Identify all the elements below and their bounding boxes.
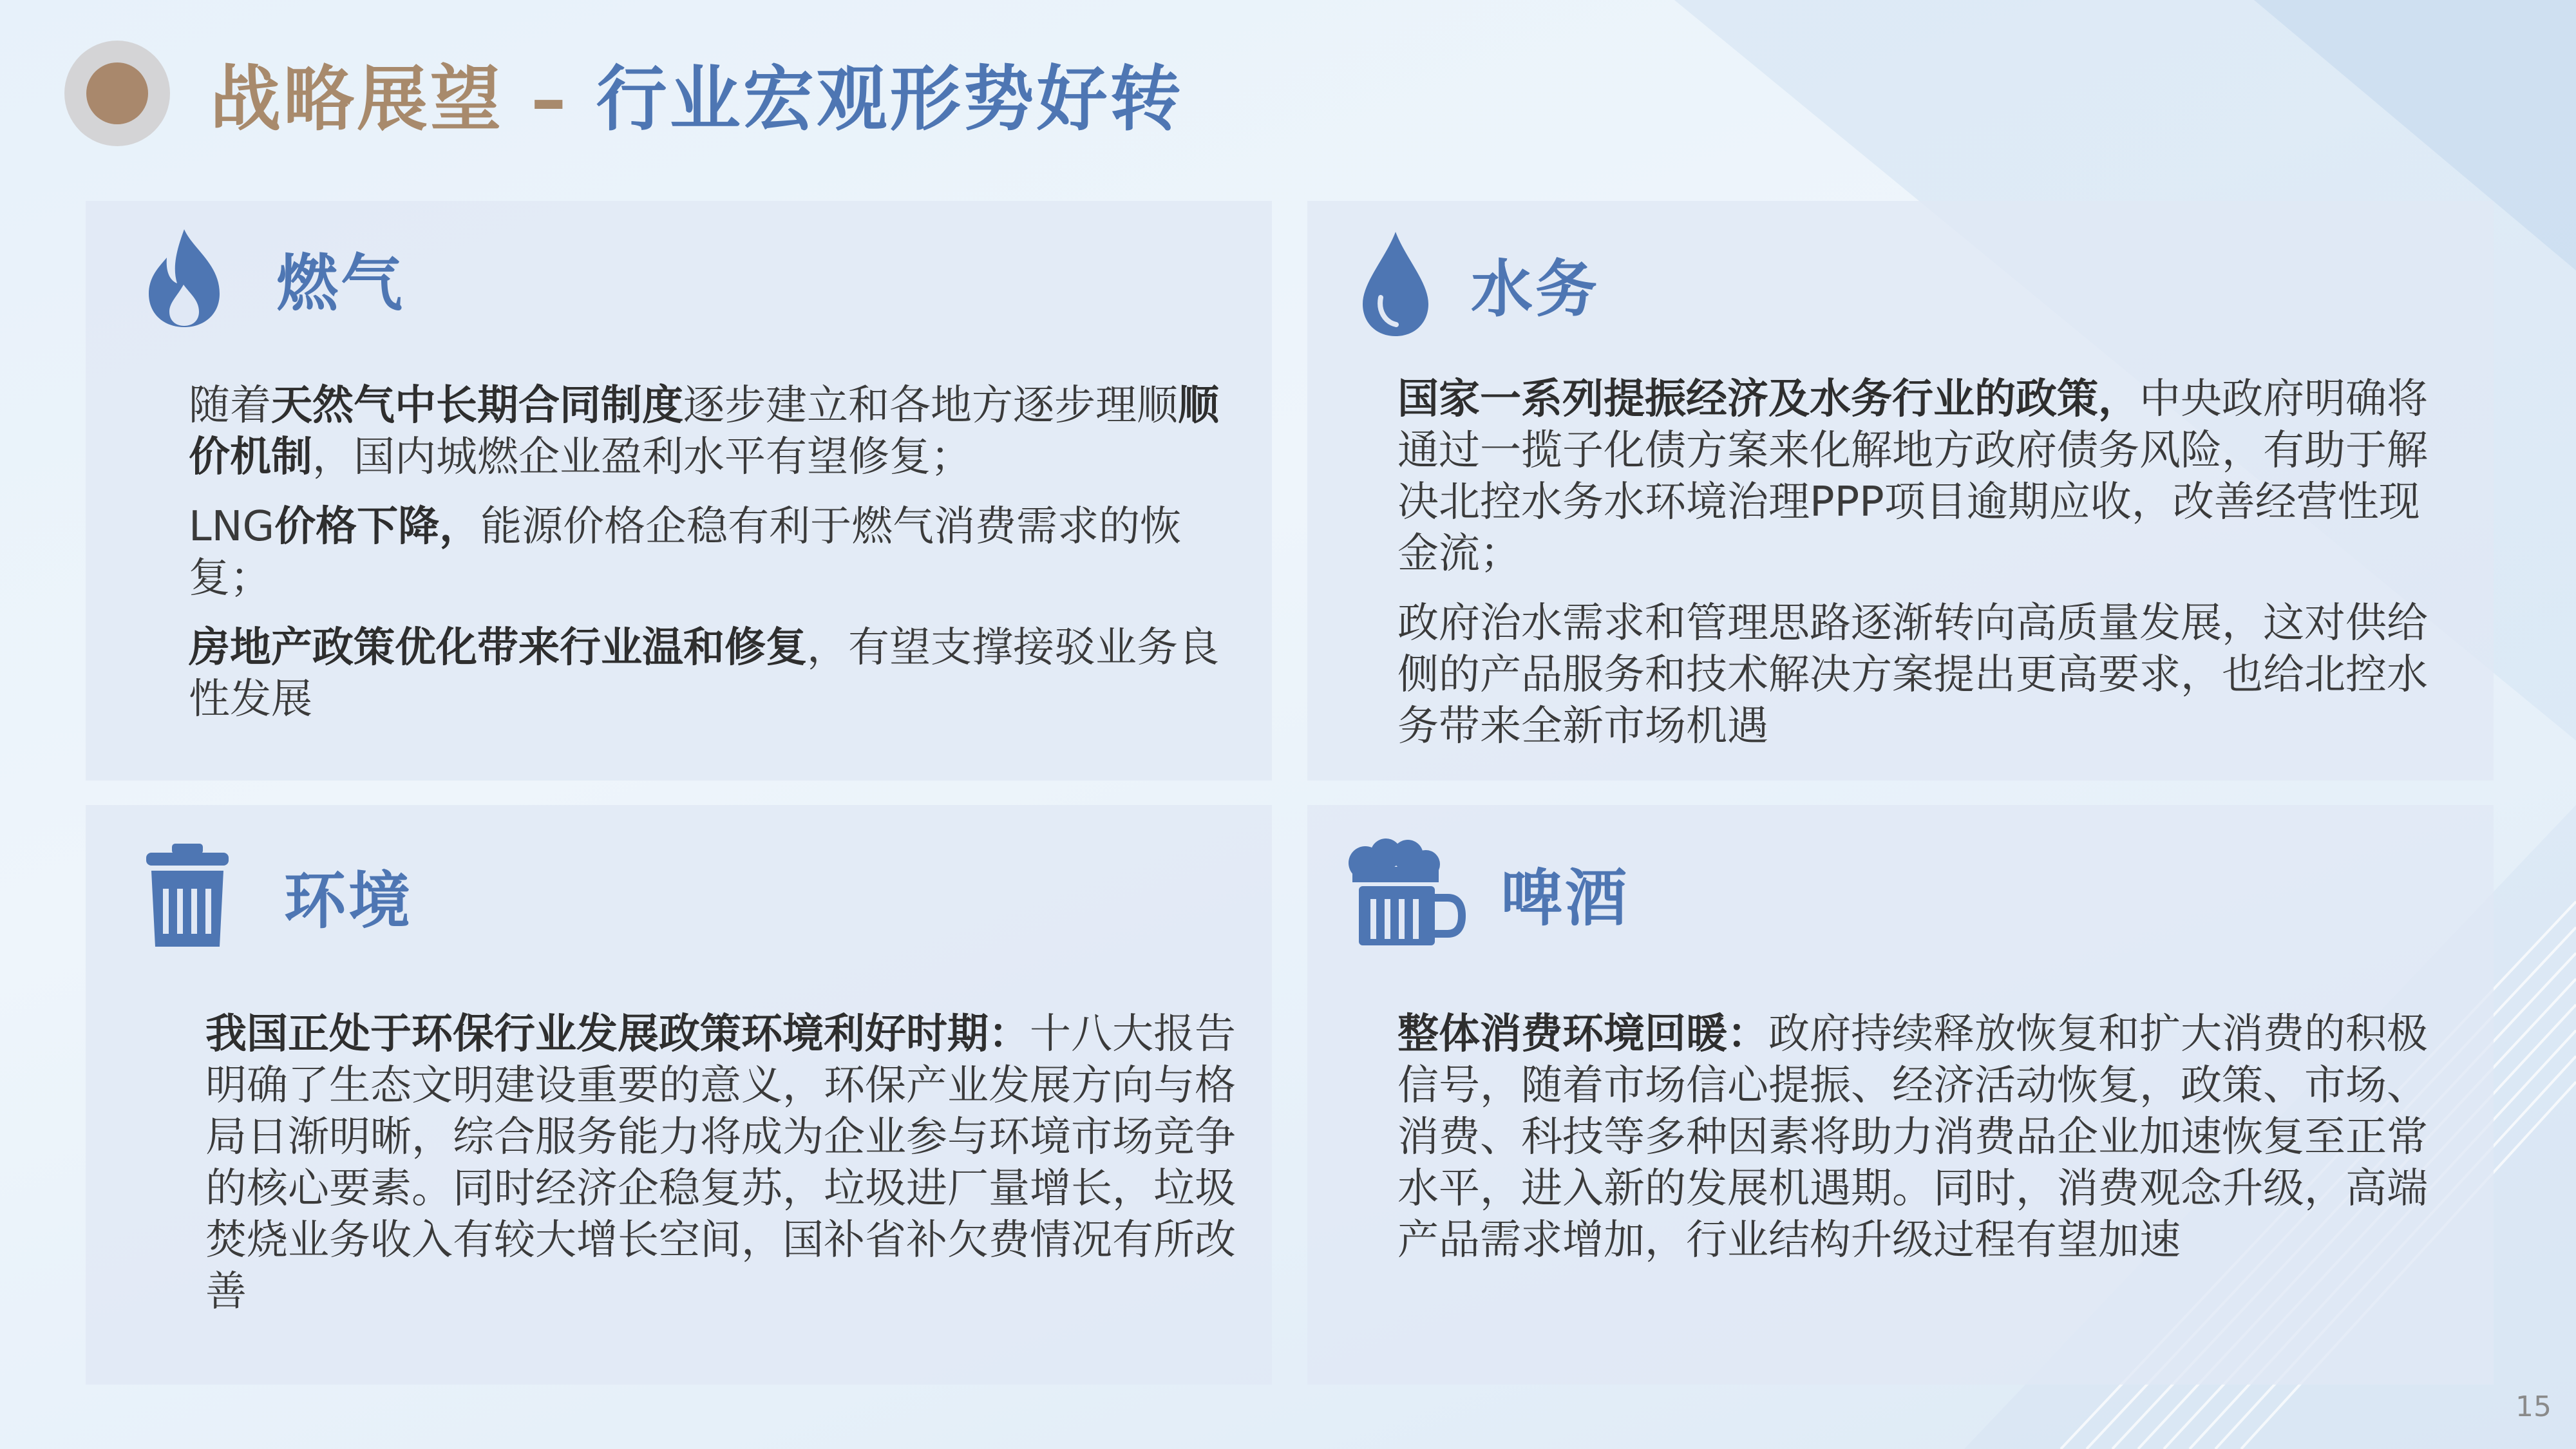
card-gas [86,201,1272,781]
water-paragraph-1: 国家一系列提振经济及水务行业的政策，中央政府明确将通过一揽子化债方案来化解地方政府债务风险，有助于解决北控水务水环境治理PPP项目逾期应收，改善经营性现金流； [1397,375,2428,578]
page-title [210,43,1184,144]
card-gas-body [189,380,1245,743]
environment-paragraph-1: 我国正处于环保行业发展政策环境利好时期：十八大报告明确了生态文明建设重要的意义，环保产业发展方向与格局日渐明晰，综合服务能力将成为企业参与环境市场竞争的核心要素。同时经济企稳复苏，垃圾进厂量增长，垃圾焚烧业务收入有较大增长空间，国补省补欠费情况有所改善 [205,1010,1236,1316]
card-environment-body [205,1009,1242,1336]
title-main: 行业宏观形势好转 [596,58,1184,140]
page-number: 15 [2515,1390,2552,1423]
card-gas-header [144,227,405,330]
card-water-body [1397,374,2428,770]
card-beer-body [1397,1009,2434,1284]
title-prefix: 战略展望 [210,58,504,140]
card-beer [1307,805,2494,1385]
card-water [1307,201,2494,781]
water-paragraph-2: 政府治水需求和管理思路逐渐转向高质量发展，这对供给侧的产品服务和技术解决方案提出更高要求，也给北控水务带来全新市场机遇 [1397,600,2428,750]
flame-icon [144,227,225,330]
card-beer-header [1346,838,1629,948]
card-beer-title: 啤酒 [1501,862,1629,934]
card-environment [86,805,1272,1385]
trash-bin-icon [144,841,231,951]
card-water-header [1359,229,1600,339]
gas-paragraph-2: LNG价格下降，能源价格企稳有利于燃气消费需求的恢复； [189,503,1182,602]
card-gas-title: 燃气 [276,247,405,319]
page-header [64,39,1184,148]
gas-paragraph-1: 随着天然气中长期合同制度逐步建立和各地方逐步理顺顺价机制，国内城燃企业盈利水平有望修复； [189,382,1219,481]
gas-paragraph-3: 房地产政策优化带来行业温和修复，有望支撑接驳业务良性发展 [189,624,1219,723]
card-water-title: 水务 [1471,252,1600,325]
water-drop-icon [1359,229,1432,339]
title-bullet-icon [64,41,170,146]
beer-paragraph-1: 整体消费环境回暖：政府持续释放恢复和扩大消费的积极信号，随着市场信心提振、经济活动恢复，政策、市场、消费、科技等多种因素将助力消费品企业加速恢复至正常水平，进入新的发展机遇期。同时，消费观念升级，高端产品需求增加，行业结构升级过程有望加速 [1397,1010,2428,1264]
card-environment-title: 环境 [284,864,413,937]
beer-mug-icon [1346,838,1475,948]
title-dash: – [504,58,596,140]
card-environment-header [144,841,413,951]
